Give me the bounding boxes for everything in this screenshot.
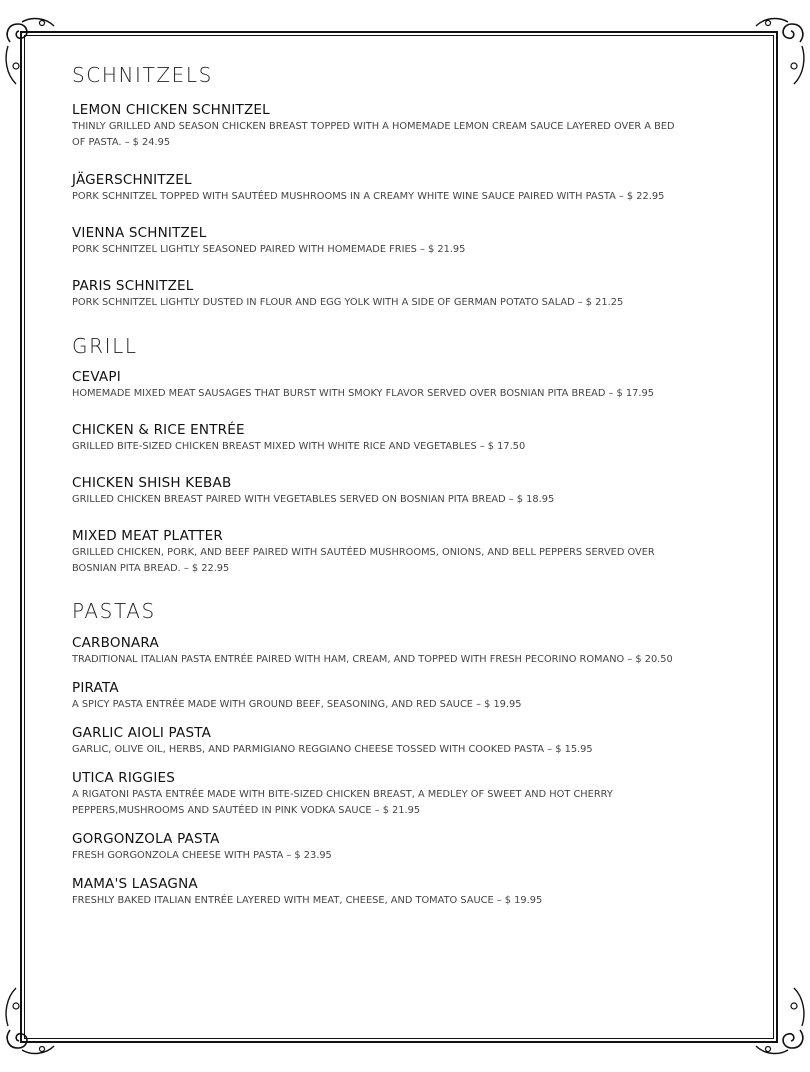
item-name: PIRATA	[72, 680, 119, 696]
item-name: UTICA RIGGIES	[72, 770, 176, 786]
item-name: CEVAPI	[72, 369, 121, 385]
item-name: CHICKEN SHISH KEBAB	[72, 475, 232, 491]
item-description: TRADITIONAL ITALIAN PASTA ENTRÉE PAIRED WITH HAM, CREAM, AND TOPPED WITH FRESH PECORINO ROMANO – $ 20.50	[72, 654, 673, 665]
corner-flourish-icon	[752, 14, 808, 94]
item-description: A RIGATONI PASTA ENTRÉE MADE WITH BITE-SIZED CHICKEN BREAST, A MEDLEY OF SWEET AND HOT CHERRY	[72, 789, 613, 800]
menu-item	[72, 528, 722, 576]
item-description-cont: BOSNIAN PITA BREAD. – $ 22.95	[72, 562, 230, 574]
section-title-schnitzels: SCHNITZELS	[72, 63, 213, 87]
item-name: MAMA'S LASAGNA	[72, 876, 198, 892]
menu-item	[72, 725, 722, 758]
menu-item	[72, 369, 722, 402]
corner-flourish-icon	[2, 978, 58, 1058]
corner-flourish-icon	[2, 14, 58, 94]
menu-item	[72, 278, 722, 311]
menu-item	[72, 680, 722, 713]
item-name: GARLIC AIOLI PASTA	[72, 725, 212, 741]
section-title-grill: GRILL	[72, 334, 138, 358]
item-description: GRILLED CHICKEN BREAST PAIRED WITH VEGETABLES SERVED ON BOSNIAN PITA BREAD – $ 18.95	[72, 494, 555, 505]
item-description: PORK SCHNITZEL LIGHTLY DUSTED IN FLOUR AND EGG YOLK WITH A SIDE OF GERMAN POTATO SALAD – $ 21.25	[72, 297, 624, 308]
item-name: JÄGERSCHNITZEL	[72, 172, 192, 188]
menu-item	[72, 831, 722, 864]
section-title-pastas: PASTAS	[72, 599, 156, 623]
item-description: FRESH GORGONZOLA CHEESE WITH PASTA – $ 23.95	[72, 850, 332, 861]
menu-item	[72, 475, 722, 508]
item-description: PORK SCHNITZEL TOPPED WITH SAUTÉED MUSHROOMS IN A CREAMY WHITE WINE SAUCE PAIRED WITH PASTA – $ 22.95	[72, 191, 665, 202]
item-description-cont: PEPPERS,MUSHROOMS AND SAUTÉED IN PINK VODKA SAUCE – $ 21.95	[72, 804, 421, 816]
item-description: THINLY GRILLED AND SEASON CHICKEN BREAST TOPPED WITH A HOMEMADE LEMON CREAM SAUCE LAYERED OVER A BED	[72, 121, 675, 132]
item-name: VIENNA SCHNITZEL	[72, 225, 207, 241]
item-description: HOMEMADE MIXED MEAT SAUSAGES THAT BURST WITH SMOKY FLAVOR SERVED OVER BOSNIAN PITA BREAD – $ 17.95	[72, 388, 654, 399]
item-name: PARIS SCHNITZEL	[72, 278, 194, 294]
item-name: CARBONARA	[72, 635, 159, 651]
menu-item	[72, 770, 722, 818]
menu-item	[72, 225, 722, 258]
item-description: FRESHLY BAKED ITALIAN ENTRÉE LAYERED WITH MEAT, CHEESE, AND TOMATO SAUCE – $ 19.95	[72, 895, 543, 906]
item-description-cont: OF PASTA. – $ 24.95	[72, 136, 171, 148]
item-description: A SPICY PASTA ENTRÉE MADE WITH GROUND BEEF, SEASONING, AND RED SAUCE – $ 19.95	[72, 699, 522, 710]
item-description: GARLIC, OLIVE OIL, HERBS, AND PARMIGIANO REGGIANO CHEESE TOSSED WITH COOKED PASTA – $ 15.95	[72, 744, 593, 755]
item-name: GORGONZOLA PASTA	[72, 831, 220, 847]
menu-item	[72, 172, 722, 205]
item-description: GRILLED BITE-SIZED CHICKEN BREAST MIXED WITH WHITE RICE AND VEGETABLES – $ 17.50	[72, 441, 526, 452]
item-description: GRILLED CHICKEN, PORK, AND BEEF PAIRED WITH SAUTÉED MUSHROOMS, ONIONS, AND BELL PEPPERS SERVED OVER	[72, 547, 655, 558]
item-name: CHICKEN & RICE ENTRÉE	[72, 422, 245, 438]
item-description: PORK SCHNITZEL LIGHTLY SEASONED PAIRED WITH HOMEMADE FRIES – $ 21.95	[72, 244, 466, 255]
corner-flourish-icon	[752, 978, 808, 1058]
menu-item	[72, 635, 722, 668]
menu-item	[72, 422, 722, 455]
item-name: LEMON CHICKEN SCHNITZEL	[72, 102, 270, 118]
item-name: MIXED MEAT PLATTER	[72, 528, 223, 544]
menu-item	[72, 876, 722, 909]
menu-item	[72, 102, 722, 150]
